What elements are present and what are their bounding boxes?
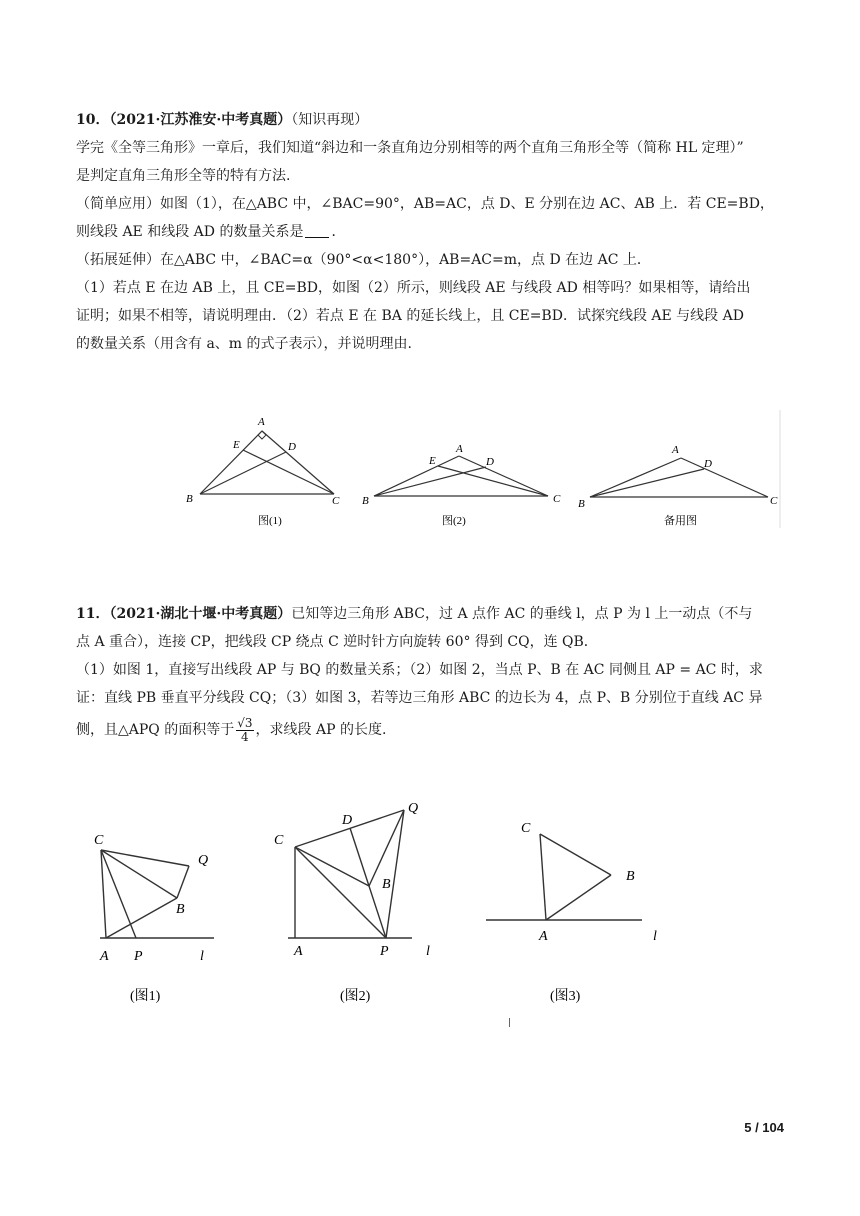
q10-f1-label-E: E bbox=[233, 439, 240, 451]
q10-f2-label-C: C bbox=[553, 493, 561, 505]
q11-figure-1-caption: (图1) bbox=[130, 989, 161, 1004]
q10-f1-label-A: A bbox=[258, 416, 265, 428]
q11-f2-label-D: D bbox=[342, 813, 353, 828]
q11-f2-label-Q: Q bbox=[408, 801, 419, 816]
question-text-line: （1）若点 E 在边 AB 上，且 CE=BD，如图（2）所示，则线段 AE 与线段 AD 相等吗？如果相等，请给出 bbox=[76, 280, 751, 296]
question-number: 10． bbox=[76, 112, 110, 128]
q11-figure-3-caption: (图3) bbox=[550, 989, 581, 1004]
question-text-fragment: ． bbox=[331, 224, 346, 240]
q11-f1-label-A: A bbox=[100, 949, 109, 964]
question-text-line: 的数量关系（用含有 a、m 的式子表示），并说明理由. bbox=[76, 336, 412, 352]
q10-f2-label-B: B bbox=[362, 495, 369, 507]
question-text-line bbox=[76, 218, 788, 246]
q11-figure-2-caption: (图2) bbox=[340, 989, 371, 1004]
q11-f3-label-A: A bbox=[539, 929, 548, 944]
answer-blank[interactable] bbox=[305, 223, 329, 238]
q11-f1-label-B: B bbox=[176, 902, 185, 917]
q10-figure-1 bbox=[200, 431, 334, 494]
question-text-line bbox=[76, 600, 788, 628]
q10-figures bbox=[176, 410, 784, 530]
question-text-line bbox=[76, 712, 788, 748]
q11-f2-label-l: l bbox=[426, 944, 430, 959]
q11-f3-label-C: C bbox=[521, 821, 531, 836]
fraction-denominator: 4 bbox=[241, 729, 249, 744]
q11-figures bbox=[80, 800, 680, 1015]
question-text-line: 证明；如果不相等，请说明理由．（2）若点 E 在 BA 的延长线上，且 CE=BD．试探究线段 AE 与线段 AD bbox=[76, 308, 744, 324]
q10-backup-figure-caption: 备用图 bbox=[664, 515, 697, 527]
q11-figure-3 bbox=[486, 834, 642, 920]
q10-f2-label-A: A bbox=[456, 443, 463, 455]
question-text-line: （简单应用）如图（1），在△ABC 中，∠BAC=90°，AB=AC，点 D、E 分别在边 AC、AB 上．若 CE=BD， bbox=[76, 196, 774, 212]
q10-f3-label-C: C bbox=[770, 495, 778, 507]
question-10-header bbox=[76, 106, 788, 134]
question-text-line: 是判定直角三角形全等的特有方法. bbox=[76, 168, 291, 184]
question-text-line: 点 A 重合），连接 CP，把线段 CP 绕点 C 逆时针方向旋转 60° 得到 CQ，连 QB． bbox=[76, 634, 598, 650]
q10-figure-1-caption: 图(1) bbox=[258, 515, 282, 527]
question-text-fragment: 侧，且△APQ 的面积等于 bbox=[76, 722, 235, 738]
q10-f3-label-B: B bbox=[578, 498, 585, 510]
fraction bbox=[236, 717, 253, 744]
q11-figure-2 bbox=[288, 810, 412, 938]
q11-figure-1 bbox=[100, 850, 214, 938]
question-number: 11． bbox=[76, 606, 110, 622]
q11-f1-label-C: C bbox=[94, 833, 104, 848]
question-11 bbox=[76, 600, 788, 748]
q10-f2-label-E: E bbox=[429, 455, 436, 467]
q11-f1-label-P: P bbox=[134, 949, 143, 964]
question-text-fragment: 已知等边三角形 ABC，过 A 点作 AC 的垂线 l，点 P 为 l 上一动点（不与 bbox=[291, 606, 753, 622]
fraction-numerator: √3 bbox=[237, 715, 253, 730]
q10-figure-2 bbox=[374, 456, 548, 496]
q10-figure-2-caption: 图(2) bbox=[442, 515, 466, 527]
question-source: （2021·江苏淮安·中考真题） bbox=[109, 112, 292, 128]
q11-f3-label-B: B bbox=[626, 869, 635, 884]
question-text-line: （1）如图 1，直接写出线段 AP 与 BQ 的数量关系；（2）如图 2，当点 P、B 在 AC 同侧且 AP = AC 时，求 bbox=[76, 662, 763, 678]
page-number: 5 / 104 bbox=[744, 1120, 784, 1135]
q10-f1-label-D: D bbox=[288, 441, 296, 453]
question-source: （2021·湖北十堰·中考真题） bbox=[109, 606, 292, 622]
q11-f1-label-Q: Q bbox=[198, 853, 209, 868]
q10-backup-figure bbox=[590, 410, 780, 528]
stray-mark bbox=[509, 1018, 510, 1027]
question-text-fragment: ，求线段 AP 的长度. bbox=[255, 722, 387, 738]
q11-f3-label-l: l bbox=[653, 929, 657, 944]
q11-f2-label-B: B bbox=[382, 877, 391, 892]
q10-f1-label-C: C bbox=[332, 495, 340, 507]
question-text-line: 学完《全等三角形》一章后，我们知道“斜边和一条直角边分别相等的两个直角三角形全等（简称 HL 定理）” bbox=[76, 140, 744, 156]
question-text-line: （拓展延伸）在△ABC 中，∠BAC=α（90°<α<180°），AB=AC=m，点 D 在边 AC 上． bbox=[76, 252, 651, 268]
q10-f1-label-B: B bbox=[186, 493, 193, 505]
q10-f2-label-D: D bbox=[486, 456, 494, 468]
q11-f2-label-C: C bbox=[274, 833, 284, 848]
question-text-line: 证：直线 PB 垂直平分线段 CQ；（3）如图 3，若等边三角形 ABC 的边长为 4，点 P、B 分别位于直线 AC 异 bbox=[76, 690, 763, 706]
q10-f3-label-D: D bbox=[704, 458, 712, 470]
question-10 bbox=[76, 106, 788, 358]
question-text-fragment: 则线段 AE 和线段 AD 的数量关系是 bbox=[76, 224, 304, 240]
question-tag: （知识再现） bbox=[291, 112, 369, 128]
q11-f2-label-A: A bbox=[294, 944, 303, 959]
q11-f2-label-P: P bbox=[380, 944, 389, 959]
q11-f1-label-l: l bbox=[200, 949, 204, 964]
q10-f3-label-A: A bbox=[672, 444, 679, 456]
